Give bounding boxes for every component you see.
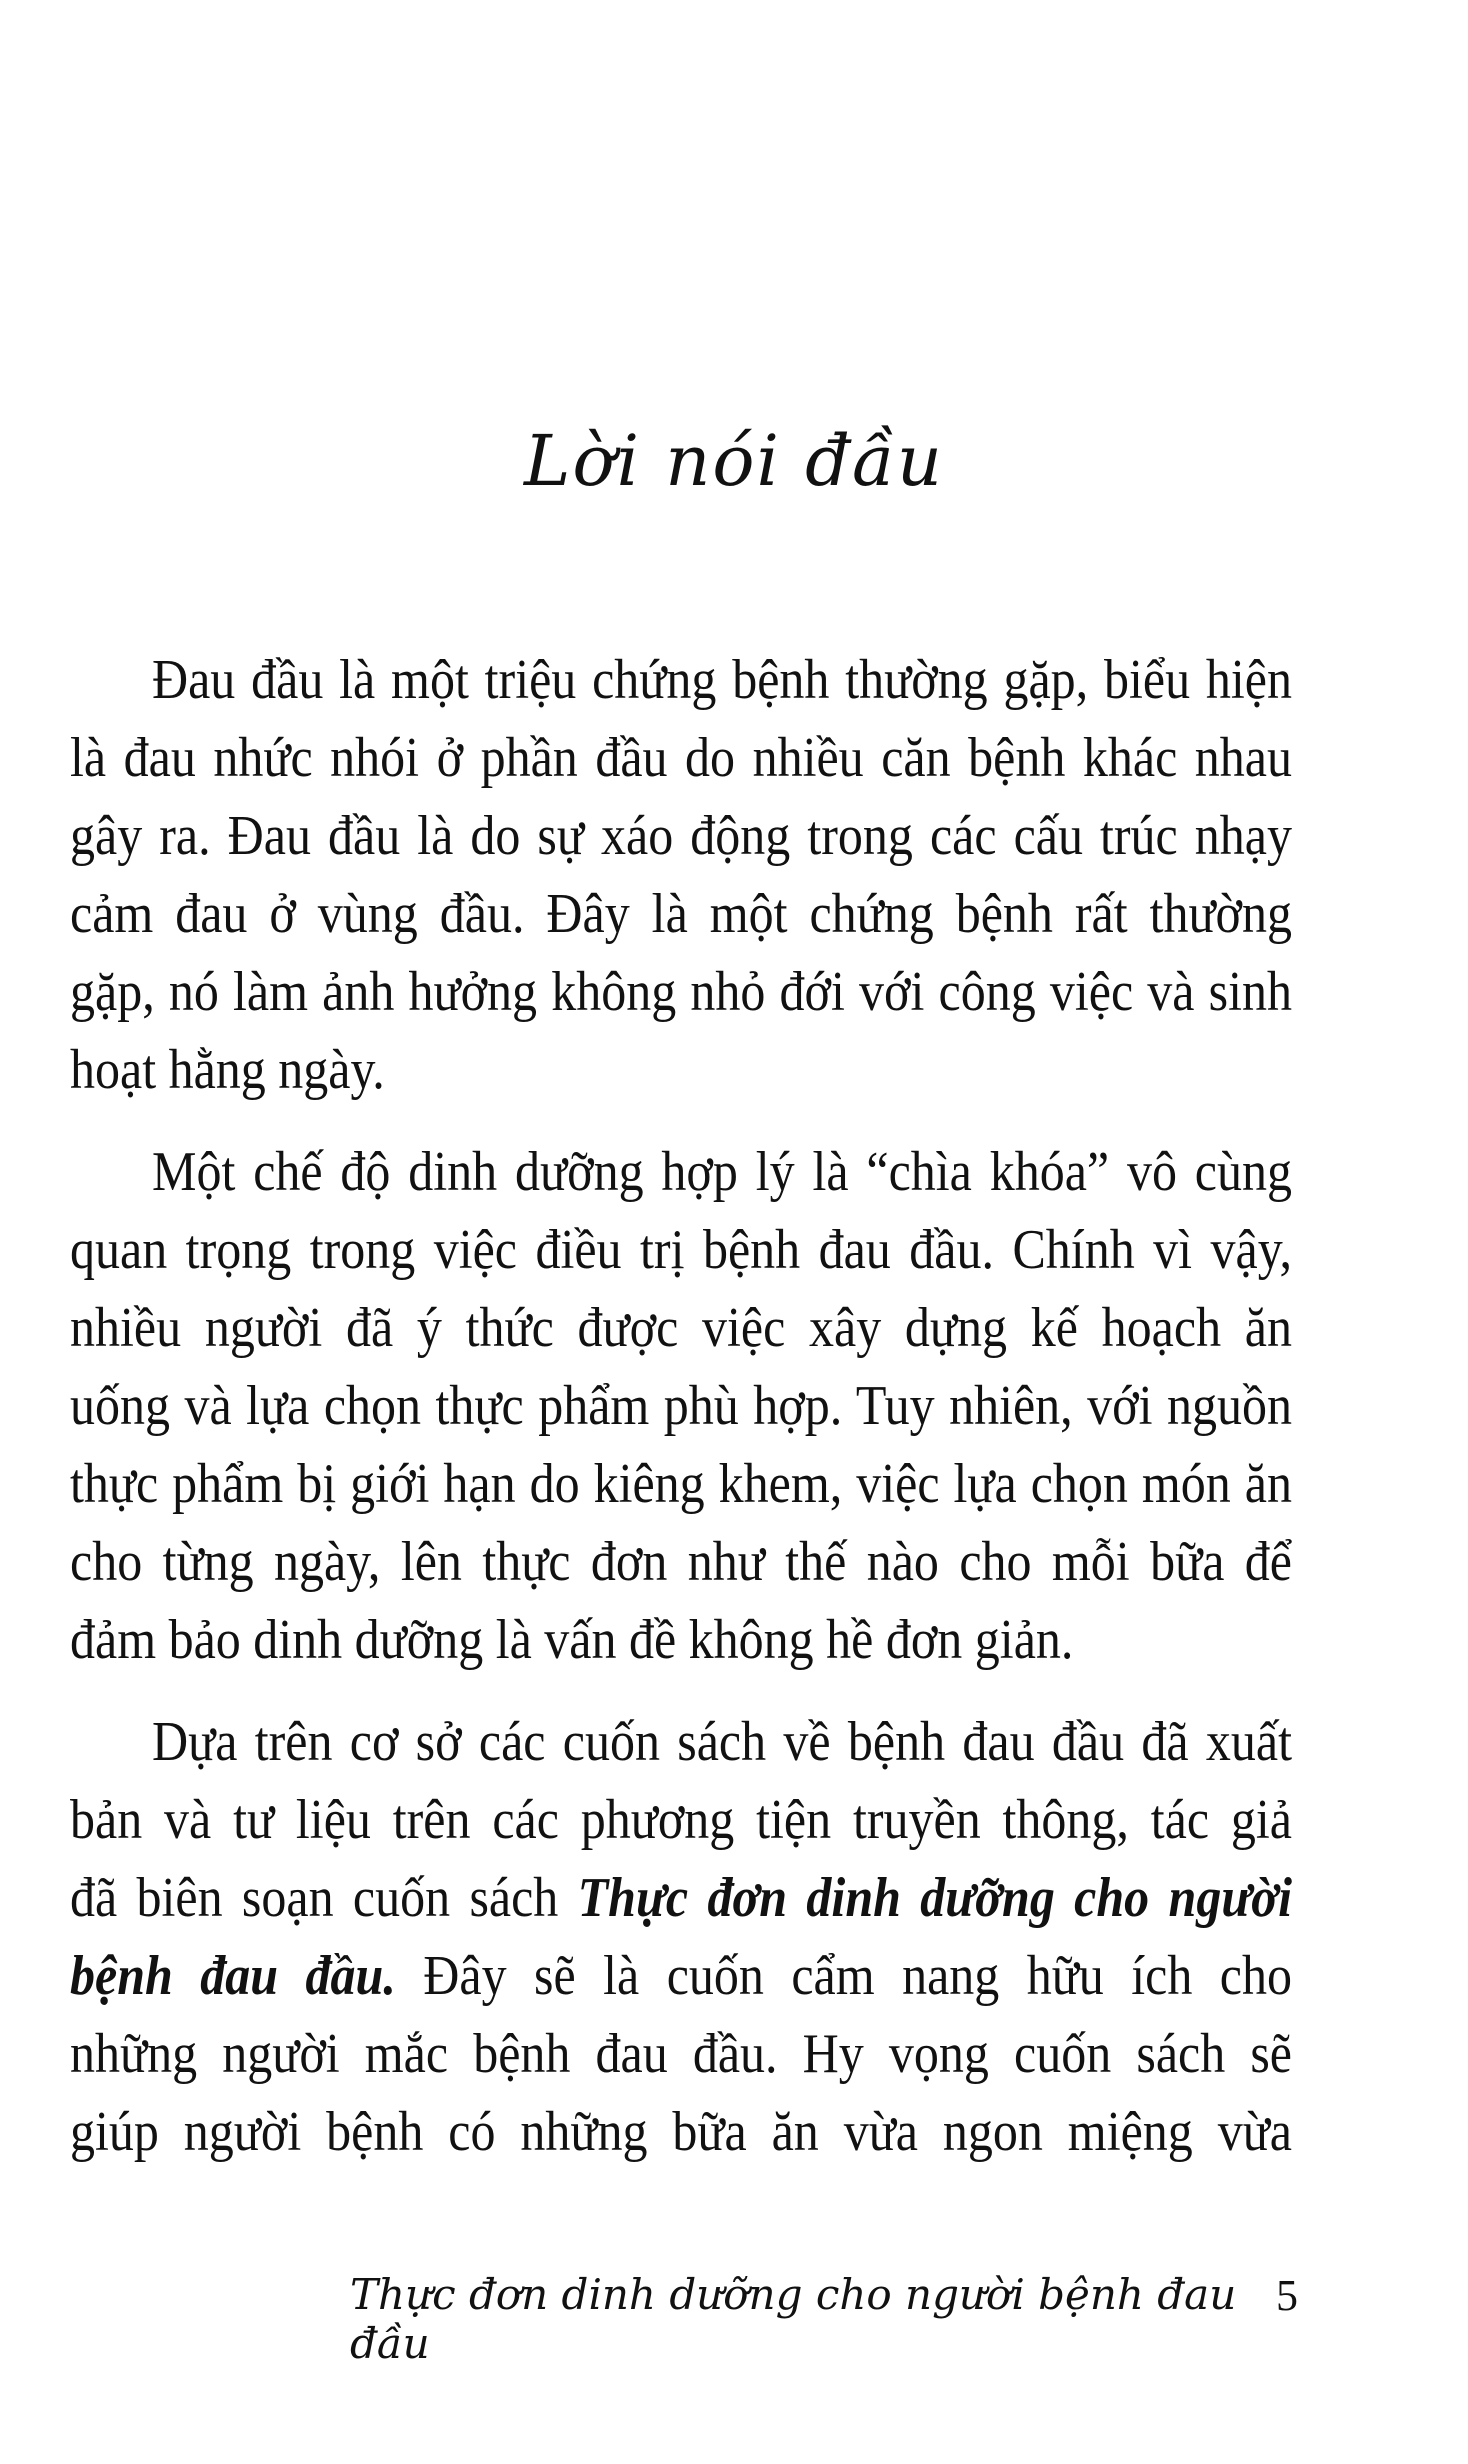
page-footer <box>350 2270 1298 2368</box>
text-line <box>70 1595 1292 1682</box>
running-title: Thực đơn dinh dưỡng cho người bệnh đau đầu <box>350 2270 1237 2368</box>
text-segment: đảm bảo dinh dưỡng là vấn đề không hề đơn giản. <box>70 1607 1074 1671</box>
text-line <box>70 1697 1292 1784</box>
text-segment: những người mắc bệnh đau đầu. Hy vọng cuốn sách sẽ <box>70 2021 1292 2085</box>
text-line <box>70 947 1292 1034</box>
text-line <box>70 1283 1292 1370</box>
text-segment: đã biên soạn cuốn sách <box>70 1865 578 1929</box>
text-segment: hoạt hằng ngày. <box>70 1037 385 1101</box>
text-segment: Đau đầu là một triệu chứng bệnh thường gặp, biểu hiện <box>152 647 1292 711</box>
text-line <box>70 1931 1292 2018</box>
paragraph <box>70 1702 1292 2170</box>
text-segment: thực phẩm bị giới hạn do kiêng khem, việc lựa chọn món ăn <box>70 1451 1292 1515</box>
text-line <box>70 2087 1292 2174</box>
text-segment: gặp, nó làm ảnh hưởng không nhỏ đới với công việc và sinh <box>70 959 1292 1023</box>
text-line <box>70 1025 1292 1112</box>
chapter-heading: Lời nói đầu <box>524 420 944 502</box>
text-line <box>70 1361 1292 1448</box>
paragraph <box>70 640 1292 1108</box>
text-segment: bản và tư liệu trên các phương tiện truyền thông, tác giả <box>70 1787 1292 1851</box>
text-segment: gây ra. Đau đầu là do sự xáo động trong các cấu trúc nhạy <box>70 803 1292 867</box>
text-line <box>70 1127 1292 1214</box>
text-segment: Đây sẽ là cuốn cẩm nang hữu ích cho <box>395 1943 1292 2007</box>
text-line <box>70 1853 1292 1940</box>
text-line <box>70 2009 1292 2096</box>
text-line <box>70 791 1292 878</box>
text-segment: cảm đau ở vùng đầu. Đây là một chứng bệnh rất thường <box>70 881 1292 945</box>
book-title-italic: Thực đơn dinh dưỡng cho người <box>577 1865 1292 1929</box>
body-text <box>70 640 1292 2194</box>
text-line <box>70 1775 1292 1862</box>
text-line <box>70 1439 1292 1526</box>
book-title-italic: bệnh đau đầu. <box>70 1943 396 2007</box>
text-segment: là đau nhức nhói ở phần đầu do nhiều căn bệnh khác nhau <box>70 725 1292 789</box>
text-line <box>70 713 1292 800</box>
text-segment: giúp người bệnh có những bữa ăn vừa ngon miệng vừa <box>70 2099 1292 2163</box>
text-segment: nhiều người đã ý thức được việc xây dựng kế hoạch ăn <box>70 1295 1292 1359</box>
text-segment: Một chế độ dinh dưỡng hợp lý là “chìa khóa” vô cùng <box>152 1139 1292 1203</box>
paragraph <box>70 1132 1292 1678</box>
text-line <box>70 635 1292 722</box>
text-segment: Dựa trên cơ sở các cuốn sách về bệnh đau đầu đã xuất <box>152 1709 1292 1773</box>
text-segment: quan trọng trong việc điều trị bệnh đau đầu. Chính vì vậy, <box>70 1217 1292 1281</box>
text-segment: uống và lựa chọn thực phẩm phù hợp. Tuy nhiên, với nguồn <box>70 1373 1292 1437</box>
text-line <box>70 1205 1292 1292</box>
text-segment: cho từng ngày, lên thực đơn như thế nào cho mỗi bữa để <box>70 1529 1292 1593</box>
text-line <box>70 1517 1292 1604</box>
page-number: 5 <box>1276 2271 1298 2320</box>
text-line <box>70 869 1292 956</box>
